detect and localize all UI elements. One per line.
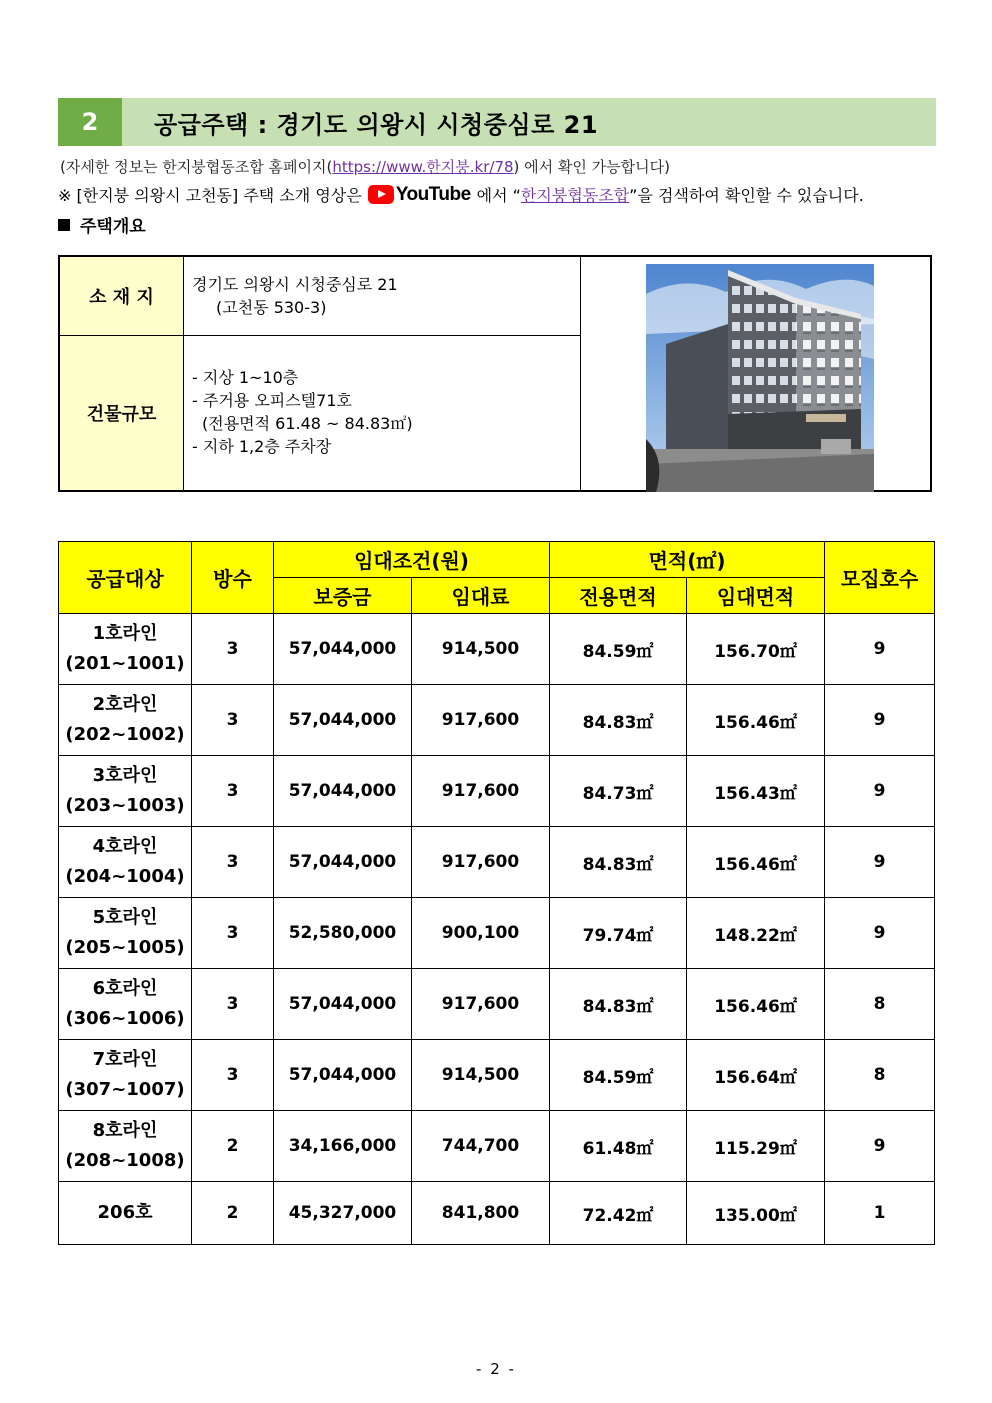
cell-rent: 841,800 [412, 1182, 550, 1245]
cell-line [59, 1040, 192, 1111]
homepage-link[interactable]: https://www.한지붕.kr/78 [332, 158, 514, 176]
location-value [184, 257, 580, 336]
section-header [58, 98, 936, 146]
table-row [59, 756, 935, 827]
search-term-link[interactable]: 한지붕협동조합 [520, 186, 630, 205]
cell-deposit: 57,044,000 [274, 1040, 412, 1111]
youtube-logo [368, 184, 471, 206]
section-number: 2 [58, 98, 122, 146]
cell-exclusive-area: 84.83㎡ [550, 969, 687, 1040]
line-range: (205~1005) [65, 937, 185, 958]
cell-exclusive-area: 84.83㎡ [550, 827, 687, 898]
page-number: - 2 - [476, 1360, 516, 1378]
cell-exclusive-area: 84.59㎡ [550, 614, 687, 685]
cell-deposit: 52,580,000 [274, 898, 412, 969]
table-row [59, 614, 935, 685]
line-name: 4호라인 [92, 836, 158, 857]
rental-table [58, 541, 935, 1245]
cell-line [59, 756, 192, 827]
cell-rent: 917,600 [412, 827, 550, 898]
cell-rent: 900,100 [412, 898, 550, 969]
cell-count: 8 [825, 1040, 935, 1111]
cell-rooms: 3 [192, 827, 274, 898]
header-target: 공급대상 [59, 542, 192, 614]
line-range: (202~1002) [65, 724, 185, 745]
line-range: (203~1003) [65, 795, 185, 816]
location-line-1: 경기도 의왕시 시청중심로 21 [192, 275, 398, 294]
square-bullet-icon [58, 219, 70, 231]
cell-deposit: 45,327,000 [274, 1182, 412, 1245]
cell-exclusive-area: 84.59㎡ [550, 1040, 687, 1111]
cell-deposit: 57,044,000 [274, 969, 412, 1040]
cell-rental-area: 115.29㎡ [687, 1111, 825, 1182]
line-range: (208~1008) [65, 1150, 185, 1171]
cell-deposit: 57,044,000 [274, 827, 412, 898]
cell-rooms: 2 [192, 1182, 274, 1245]
cell-count: 1 [825, 1182, 935, 1245]
cell-count: 9 [825, 614, 935, 685]
video-notice [58, 183, 938, 206]
cell-line [59, 1182, 192, 1245]
cell-line [59, 614, 192, 685]
line-name: 1호라인 [92, 623, 158, 644]
youtube-wordmark: YouTube [395, 183, 471, 205]
cell-rooms: 3 [192, 614, 274, 685]
line-range: (201~1001) [65, 653, 185, 674]
cell-deposit: 34,166,000 [274, 1111, 412, 1182]
table-row [59, 1182, 935, 1245]
cell-rental-area: 156.43㎡ [687, 756, 825, 827]
cell-rent: 917,600 [412, 756, 550, 827]
cell-exclusive-area: 61.48㎡ [550, 1111, 687, 1182]
cell-rental-area: 156.64㎡ [687, 1040, 825, 1111]
notice-middle: 에서 “ [476, 186, 521, 205]
cell-line [59, 685, 192, 756]
cell-exclusive-area: 72.42㎡ [550, 1182, 687, 1245]
scale-line-4: - 지하 1,2층 주차장 [192, 437, 332, 456]
cell-deposit: 57,044,000 [274, 685, 412, 756]
info-prefix: (자세한 정보는 한지붕협동조합 홈페이지( [60, 158, 333, 176]
cell-rent: 917,600 [412, 969, 550, 1040]
line-name: 6호라인 [92, 978, 158, 999]
cell-rooms: 3 [192, 1040, 274, 1111]
line-name: 2호라인 [92, 694, 158, 715]
overview-heading-text: 주택개요 [80, 217, 146, 237]
line-range: (204~1004) [65, 866, 185, 887]
cell-rooms: 3 [192, 898, 274, 969]
cell-rent: 914,500 [412, 614, 550, 685]
cell-rent: 914,500 [412, 1040, 550, 1111]
cell-rental-area: 148.22㎡ [687, 898, 825, 969]
cell-deposit: 57,044,000 [274, 756, 412, 827]
header-area: 면적(㎡) [550, 542, 825, 578]
scale-label: 건물규모 [60, 336, 184, 490]
header-deposit: 보증금 [274, 578, 412, 614]
cell-count: 8 [825, 969, 935, 1040]
building-photo [646, 264, 874, 492]
info-line [60, 156, 670, 177]
cell-line [59, 898, 192, 969]
table-row [59, 1111, 935, 1182]
header-rent: 임대료 [412, 578, 550, 614]
line-name: 206호 [97, 1202, 153, 1223]
cell-rental-area: 156.46㎡ [687, 969, 825, 1040]
cell-exclusive-area: 84.83㎡ [550, 685, 687, 756]
overview-table [58, 255, 932, 492]
notice-prefix: ※ [한지붕 의왕시 고천동] 주택 소개 영상은 [58, 186, 362, 205]
table-row [59, 685, 935, 756]
header-exclusive-area: 전용면적 [550, 578, 687, 614]
table-row [59, 969, 935, 1040]
cell-line [59, 969, 192, 1040]
line-name: 5호라인 [92, 907, 158, 928]
cell-count: 9 [825, 685, 935, 756]
line-name: 8호라인 [92, 1120, 158, 1141]
scale-value [184, 336, 580, 490]
cell-rental-area: 156.46㎡ [687, 685, 825, 756]
header-rent-terms: 임대조건(원) [274, 542, 550, 578]
notice-suffix: ”을 검색하여 확인할 수 있습니다. [629, 186, 864, 205]
line-range: (307~1007) [65, 1079, 185, 1100]
scale-line-3: (전용면적 61.48 ~ 84.83㎡) [202, 414, 413, 433]
cell-rent: 744,700 [412, 1111, 550, 1182]
line-name: 3호라인 [92, 765, 158, 786]
table-row [59, 1040, 935, 1111]
youtube-play-icon [368, 185, 394, 204]
cell-rooms: 3 [192, 969, 274, 1040]
cell-count: 9 [825, 898, 935, 969]
cell-rent: 917,600 [412, 685, 550, 756]
cell-count: 9 [825, 1111, 935, 1182]
cell-exclusive-area: 79.74㎡ [550, 898, 687, 969]
line-name: 7호라인 [92, 1049, 158, 1070]
cell-rooms: 2 [192, 1111, 274, 1182]
cell-line [59, 827, 192, 898]
table-row [59, 827, 935, 898]
cell-rooms: 3 [192, 685, 274, 756]
overview-heading [58, 212, 146, 237]
line-range: (306~1006) [65, 1008, 185, 1029]
scale-line-2: - 주거용 오피스텔71호 [192, 391, 352, 410]
cell-rental-area: 156.70㎡ [687, 614, 825, 685]
header-rooms: 방수 [192, 542, 274, 614]
cell-deposit: 57,044,000 [274, 614, 412, 685]
cell-count: 9 [825, 756, 935, 827]
location-line-2: (고천동 530-3) [216, 298, 327, 317]
location-label: 소 재 지 [60, 257, 184, 336]
cell-rooms: 3 [192, 756, 274, 827]
building-photo-cell [580, 257, 932, 490]
header-count: 모집호수 [825, 542, 935, 614]
cell-count: 9 [825, 827, 935, 898]
header-rental-area: 임대면적 [687, 578, 825, 614]
cell-exclusive-area: 84.73㎡ [550, 756, 687, 827]
cell-line [59, 1111, 192, 1182]
table-row [59, 898, 935, 969]
info-suffix: ) 에서 확인 가능합니다) [513, 158, 670, 176]
cell-rental-area: 135.00㎡ [687, 1182, 825, 1245]
scale-line-1: - 지상 1~10층 [192, 368, 299, 387]
cell-rental-area: 156.46㎡ [687, 827, 825, 898]
section-title: 공급주택 : 경기도 의왕시 시청중심로 21 [154, 110, 599, 139]
